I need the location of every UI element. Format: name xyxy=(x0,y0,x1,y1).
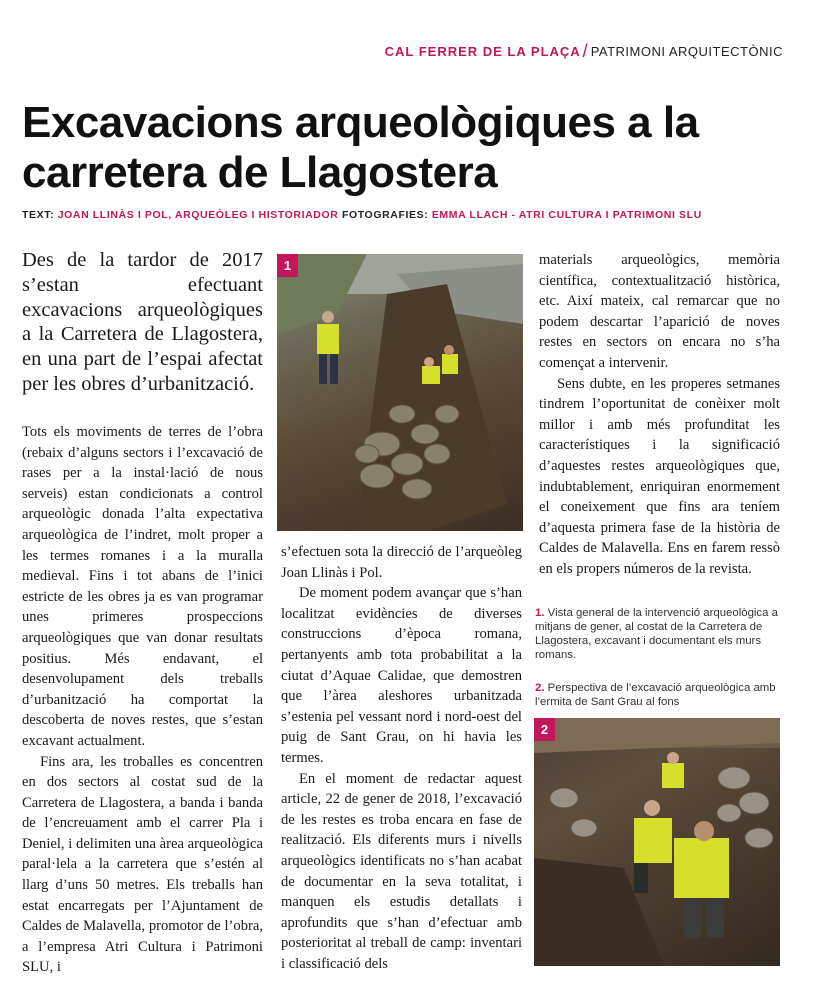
caption-number: 1. xyxy=(535,607,545,619)
paragraph: s’efectuen sota la direcció de l’arqueòleg Joan Llinàs i Pol. xyxy=(281,544,522,581)
photo-credit-author: EMMA LLACH - ATRI CULTURA I PATRIMONI SLU xyxy=(431,209,702,221)
caption-text: Perspectiva de l’excavació arqueològica amb l’ermita de Sant Grau al fons xyxy=(535,682,776,708)
text-column-2 xyxy=(281,542,522,974)
photo-number-badge: 2 xyxy=(534,718,555,741)
paragraph: De moment podem avançar que s’han localitzat evidències de diverses construccions d’època romana, pertanyents amb tota probabilitat a la ciutat d’Aquae Calidae, que demostren que l’àrea aleshores urbanitzada s’estenia pel vessant nord i nord-oest del puig de Sant Grau, on hi havia les termes. xyxy=(281,585,522,766)
photo-credit-label: FOTOGRAFIES: xyxy=(341,209,429,221)
paragraph: Tots els moviments de terres de l’obra (rebaix d’alguns sectors i l’excavació de rases per a la instal·lació de nous serveis) estan condicionats a control arqueològic donada l’alta expectativa arqueològica de l’indret, molt proper a les termes romanes i a la muralla medieval. Fins i tot abans de l’inici estricte de les obres ja es van programar unes primeres prospeccions arqueològiques que van donar resultats positius. Més endavant, el desenvolupament dels treballs d’urbanització ha comportat la descoberta de noves restes, que s’estan excavant actualment. xyxy=(22,424,263,749)
photo-caption-2 xyxy=(535,681,781,709)
article-lead: Des de la tardor de 2017 s’estan efectuant excavacions arqueològiques a la Carretera de Llagostera, en una part de l’espai afectat per les obres d’urbanització. xyxy=(22,249,263,395)
article-title: Excavacions arqueològiques a la carretera de Llagostera xyxy=(22,98,699,197)
excavation-scene-1 xyxy=(277,254,523,531)
article-credits xyxy=(22,209,702,221)
text-column-1 xyxy=(22,422,263,978)
caption-number: 2. xyxy=(535,682,545,694)
excavation-photo-2 xyxy=(534,718,780,966)
running-header xyxy=(385,40,783,61)
paragraph: materials arqueològics, memòria científica, contextualització històrica, etc. Així mateix, cal remarcar que no podem descartar l’aparició de noves restes en sectors on encara no s’ha començat a intervenir. xyxy=(539,252,780,371)
header-section: CAL FERRER DE LA PLAÇA xyxy=(384,44,581,59)
paragraph: Sens dubte, en les properes setmanes tindrem l’oportunitat de conèixer molt millor i amb més profunditat les característiques i la significació d’aquestes restes arqueològiques que, indubtablement, enriquiran enormement el coneixement que fins ara teníem d’aquesta primera fase de la història de Caldes de Malavella. Ens en farem ressò en els propers números de la revista. xyxy=(539,375,780,577)
caption-text: Vista general de la intervenció arqueològica a mitjans de gener, al costat de la Carretera de Llagostera, excavant i documentant els murs romans. xyxy=(535,607,778,661)
photo-caption-1 xyxy=(535,606,781,662)
paragraph: En el moment de redactar aquest article, 22 de gener de 2018, l’excavació de les restes es troba encara en fase de realització. Els diferents murs i nivells arqueològics identificats no s’han acabat de documentar en la seva totalitat, i manquen els estudis detallats i aprofundits que s’han d’efectuar amb posterioritat al treball de camp: inventari i classificació dels xyxy=(281,770,522,972)
excavation-scene-2 xyxy=(534,718,780,966)
text-credit-label: TEXT: xyxy=(22,209,55,221)
paragraph: Fins ara, les troballes es concentren en dos sectors al costat sud de la Carretera de Llagostera, a banda i banda de l’encreuament amb el carrer Pla i Deniel, i delimiten una àrea arqueològica paral·lela a la carretera que s’estén al llarg d’uns 50 metres. Els treballs han estat encarregats per l’Ajuntament de Caldes de Malavella, promotor de l’obra, a l’empresa Atri Cultura i Patrimoni SLU, i xyxy=(22,753,263,976)
header-separator: / xyxy=(582,41,589,61)
photo-number-badge: 1 xyxy=(277,254,298,277)
excavation-photo-1 xyxy=(277,254,523,531)
header-category: PATRIMONI ARQUITECTÒNIC xyxy=(590,44,783,59)
text-column-3 xyxy=(539,250,780,580)
text-credit-author: JOAN LLINÀS I POL, ARQUEÒLEG I HISTORIADOR xyxy=(57,209,339,221)
